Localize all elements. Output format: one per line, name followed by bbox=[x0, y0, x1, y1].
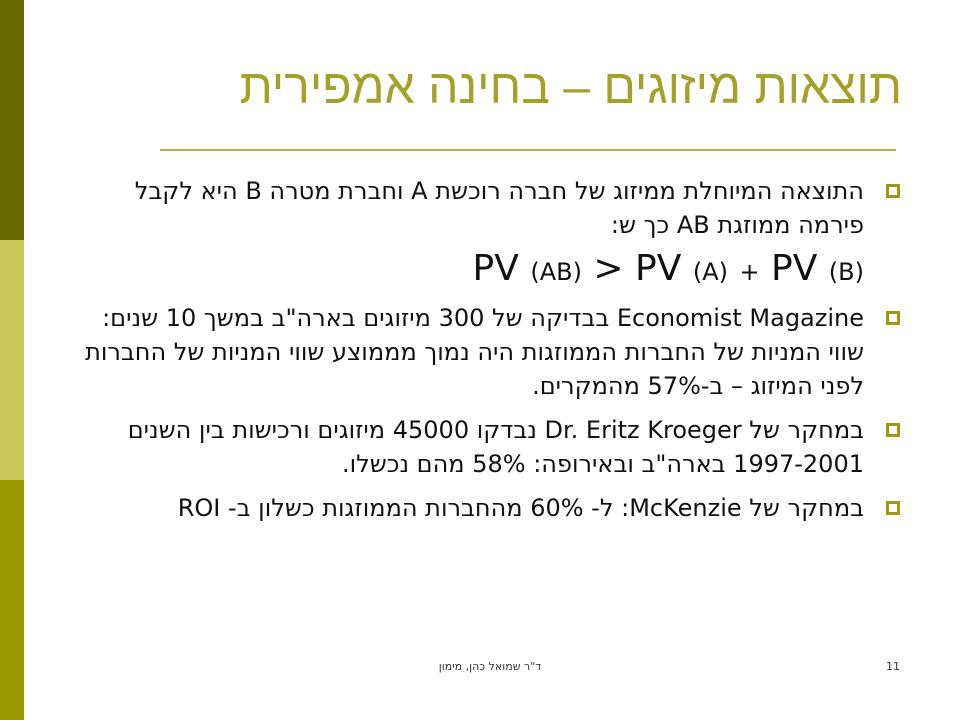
square-bullet-icon bbox=[886, 184, 900, 198]
bullet-item-3 bbox=[80, 413, 900, 481]
side-bar-bottom bbox=[0, 480, 24, 720]
bullet-item-1 bbox=[80, 174, 900, 297]
bullet-item-4 bbox=[80, 491, 900, 525]
square-bullet-icon bbox=[886, 311, 900, 325]
formula-pv-b: PV bbox=[771, 248, 818, 289]
side-bar-middle bbox=[0, 240, 24, 480]
square-bullet-icon bbox=[886, 501, 900, 515]
slide-title: תוצאות מיזוגים – בחינה אמפירית bbox=[239, 61, 902, 114]
formula-plus: + bbox=[739, 258, 760, 286]
formula-ab: (AB) bbox=[530, 258, 582, 286]
formula-pv-a: PV bbox=[635, 248, 682, 289]
bullet-list bbox=[80, 174, 900, 525]
side-bar-top bbox=[0, 0, 24, 240]
pv-formula bbox=[80, 244, 864, 297]
formula-b: (B) bbox=[828, 258, 864, 286]
formula-pv-ab: PV bbox=[472, 248, 519, 289]
bullet-text-3: במחקר של Dr. Eritz Kroeger נבדקו 45000 מיזוגים ורכישות בין השנים 1997-2001 בארה"ב ובאירופה: 58% מהם נכשלו. bbox=[127, 416, 864, 478]
title-divider bbox=[160, 149, 896, 151]
footer-author: ד"ר שמואל כהן, מימון bbox=[438, 660, 542, 673]
bullet-item-2 bbox=[80, 301, 900, 403]
bullet-text-1: התוצאה המיוחלת ממיזוג של חברה רוכשת A וחברת מטרה B היא לקבל פירמה ממוזגת AB כך ש: bbox=[134, 177, 864, 239]
bullet-text-4: במחקר של McKenzie: ל- 60% מהחברות הממוזגות כשלון ב- ROI bbox=[177, 494, 864, 522]
square-bullet-icon bbox=[886, 423, 900, 437]
formula-greater-than: > bbox=[593, 248, 624, 289]
bullet-text-2: Economist Magazine בבדיקה של 300 מיזוגים בארה"ב במשך 10 שנים: שווי המניות של החברות הממוזגות היה נמוך מממוצע שווי המניות של החברות לפני המיזוג – ב-57% מהמקרים. bbox=[85, 304, 864, 400]
formula-a: (A) bbox=[692, 258, 728, 286]
page-number: 11 bbox=[886, 660, 900, 673]
